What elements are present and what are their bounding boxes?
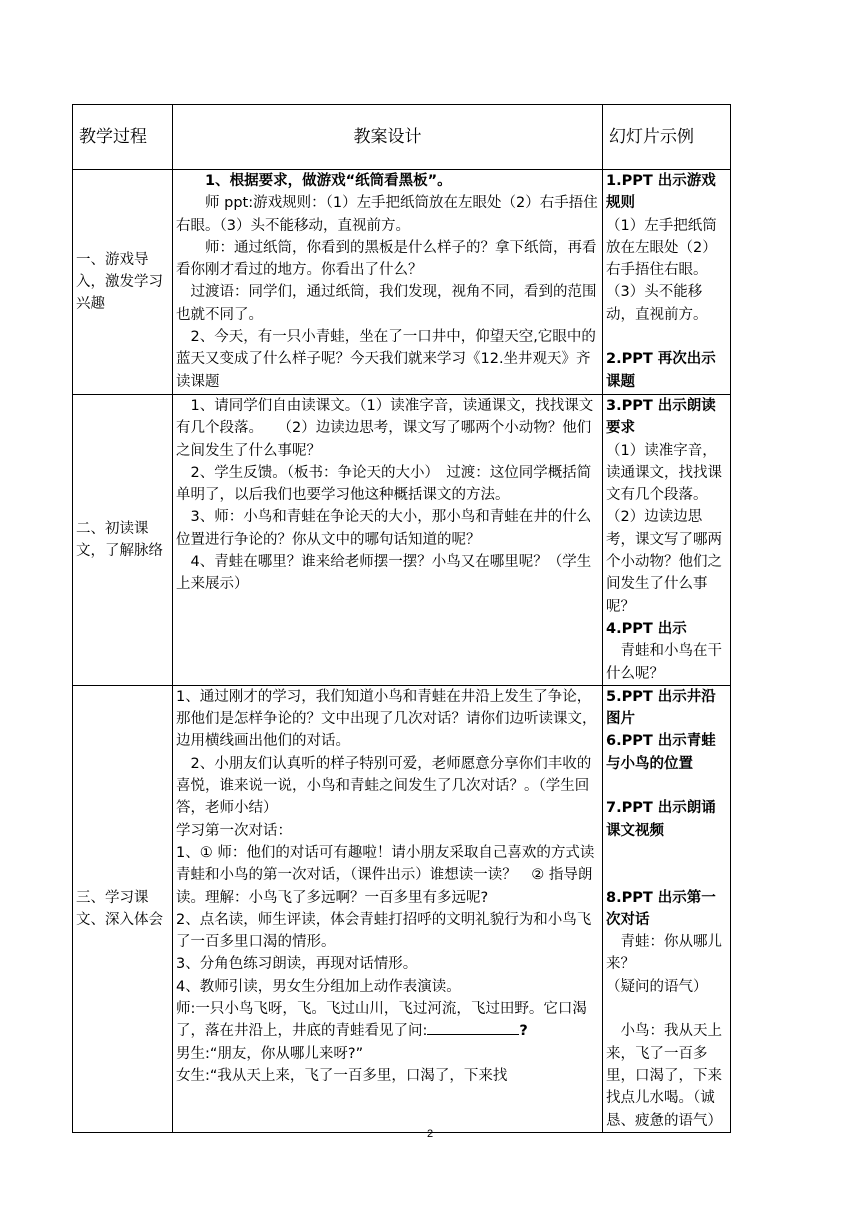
slide-cell	[603, 395, 731, 686]
question-mark: ?	[519, 1023, 528, 1040]
design-paragraph: 师 ppt:游戏规则：（1）左手把纸筒放在左眼处（2）右手捂住右眼。（3）头不能移动，直视前方。	[176, 195, 598, 234]
design-paragraph: 3、分角色练习朗读，再现对话情形。	[176, 956, 418, 973]
design-paragraph: 女生:“我从天上来，飞了一百多里，口渴了，下来找	[176, 1067, 508, 1084]
design-paragraph: 师：通过纸筒，你看到的黑板是什么样子的？拿下纸筒，再看看你刚才看过的地方。你看出了什么？	[176, 239, 597, 279]
slide-line: 7.PPT 出示朗诵课文视频	[606, 800, 716, 839]
design-paragraph: 1、请同学们自由读课文。（1）读准字音，读通课文，找找课文有几个段落。 （2）边读边思考，课文写了哪两个小动物？他们之间发生了什么事呢？	[176, 398, 594, 459]
slide-line	[606, 998, 727, 1020]
slide-line: 青蛙：你从哪儿来？	[606, 934, 722, 973]
table-row	[73, 685, 731, 1132]
page-number: 2	[426, 1128, 434, 1140]
header-slide-examples: 幻灯片示例	[603, 105, 731, 170]
slide-line: 8.PPT 出示第一次对话	[606, 889, 716, 928]
design-cell	[173, 395, 603, 686]
table-header-row	[73, 105, 731, 170]
slide-line: 2.PPT 再次出示课题	[606, 351, 716, 390]
slide-line: （1）左手把纸筒放在左眼处（2）右手捂住右眼。（3）头不能移动，直视前方。	[606, 217, 717, 323]
design-cell	[173, 170, 603, 395]
slide-line: （2）边读边思考，课文写了哪两个小动物？他们之间发生了什么事呢？	[606, 509, 722, 615]
slide-line	[606, 326, 727, 348]
header-teaching-process: 教学过程	[73, 105, 173, 170]
slide-line	[606, 775, 727, 797]
design-paragraph	[176, 998, 599, 1043]
narration-text: 师:一只小鸟飞呀，飞。飞过山川，飞过河流，飞过田野。它口渴了，落在井沿上，井底的青蛙看见了问:	[176, 1001, 587, 1040]
fill-in-blank	[427, 1020, 519, 1035]
slide-line: 小鸟：我从天上来，飞了一百多里，口渴了，下来找点儿水喝。（诚恳、疲惫的语气）	[606, 1023, 722, 1129]
design-paragraph: 2、点名读，师生评读，体会青蛙打招呼的文明礼貌行为和小鸟飞了一百多里口渴的情形。	[176, 911, 592, 951]
design-paragraph: 2、学生反馈。（板书：争论天的大小） 过渡：这位同学概括简单明了，以后我们也要学习他这种概括课文的方法。	[176, 464, 592, 504]
slide-cell	[603, 170, 731, 395]
lesson-plan-table	[72, 104, 731, 1133]
slide-line: 1.PPT 出示游戏规则	[606, 173, 716, 212]
stage-cell: 三、学习课文、深入体会	[73, 685, 173, 1132]
slide-line: 青蛙和小鸟在干什么呢？	[606, 643, 722, 682]
slide-line	[606, 864, 727, 886]
stage-cell: 一、游戏导入，激发学习兴趣	[73, 170, 173, 395]
table-row	[73, 395, 731, 686]
slide-line: （1）读准字音，读通课文，找找课文有几个段落。	[606, 442, 722, 504]
header-lesson-design: 教案设计	[173, 105, 603, 170]
table-row	[73, 170, 731, 395]
design-paragraph: 2、今天，有一只小青蛙，坐在了一口井中，仰望天空,它眼中的蓝天又变成了什么样子呢？今天我们就来学习《12.坐井观天》齐读课题	[176, 329, 596, 390]
design-paragraph: 4、教师引读，男女生分组加上动作表演读。	[176, 978, 461, 995]
design-paragraph: 2、小朋友们认真听的样子特别可爱，老师愿意分享你们丰收的喜悦，谁来说一说，小鸟和青蛙之间发生了几次对话？。（学生回答，老师小结）	[176, 755, 592, 817]
slide-line: 6.PPT 出示青蛙与小鸟的位置	[606, 733, 716, 772]
slide-cell	[603, 685, 731, 1132]
design-paragraph: 1、① 师：他们的对话可有趣啦！请小朋友采取自己喜欢的方式读青蛙和小鸟的第一次对话，（课件出示）谁想读一读？ ② 指导朗读。理解：小鸟飞了多远啊？一百多里有多远呢?	[176, 844, 595, 906]
slide-line: （疑问的语气）	[606, 978, 708, 995]
slide-line: 5.PPT 出示井沿图片	[606, 688, 716, 728]
slide-line: 3.PPT 出示朗读要求	[606, 398, 716, 437]
design-paragraph: 学习第一次对话：	[176, 822, 292, 839]
design-paragraph: 1、通过刚才的学习，我们知道小鸟和青蛙在井沿上发生了争论，那他们是怎样争论的？文中出现了几次对话？请你们边听读课文，边用横线画出他们的对话。	[176, 688, 597, 750]
stage-cell: 二、初读课文，了解脉络	[73, 395, 173, 686]
design-paragraph: 3、师：小鸟和青蛙在争论天的大小，那小鸟和青蛙在井的什么位置进行争论的？你从文中的哪句话知道的呢？	[176, 509, 592, 548]
design-paragraph: 过渡语：同学们，通过纸筒，我们发现，视角不同，看到的范围也就不同了。	[176, 284, 597, 323]
design-cell	[173, 685, 603, 1132]
slide-line: 4.PPT 出示	[606, 620, 687, 637]
design-paragraph: 1、根据要求，做游戏“纸筒看黑板”。	[205, 173, 452, 189]
slide-line	[606, 842, 727, 864]
design-paragraph: 男生:“朋友，你从哪儿来呀?”	[176, 1045, 364, 1062]
design-paragraph: 4、青蛙在哪里？谁来给老师摆一摆？小鸟又在哪里呢？（学生上来展示）	[176, 554, 592, 593]
